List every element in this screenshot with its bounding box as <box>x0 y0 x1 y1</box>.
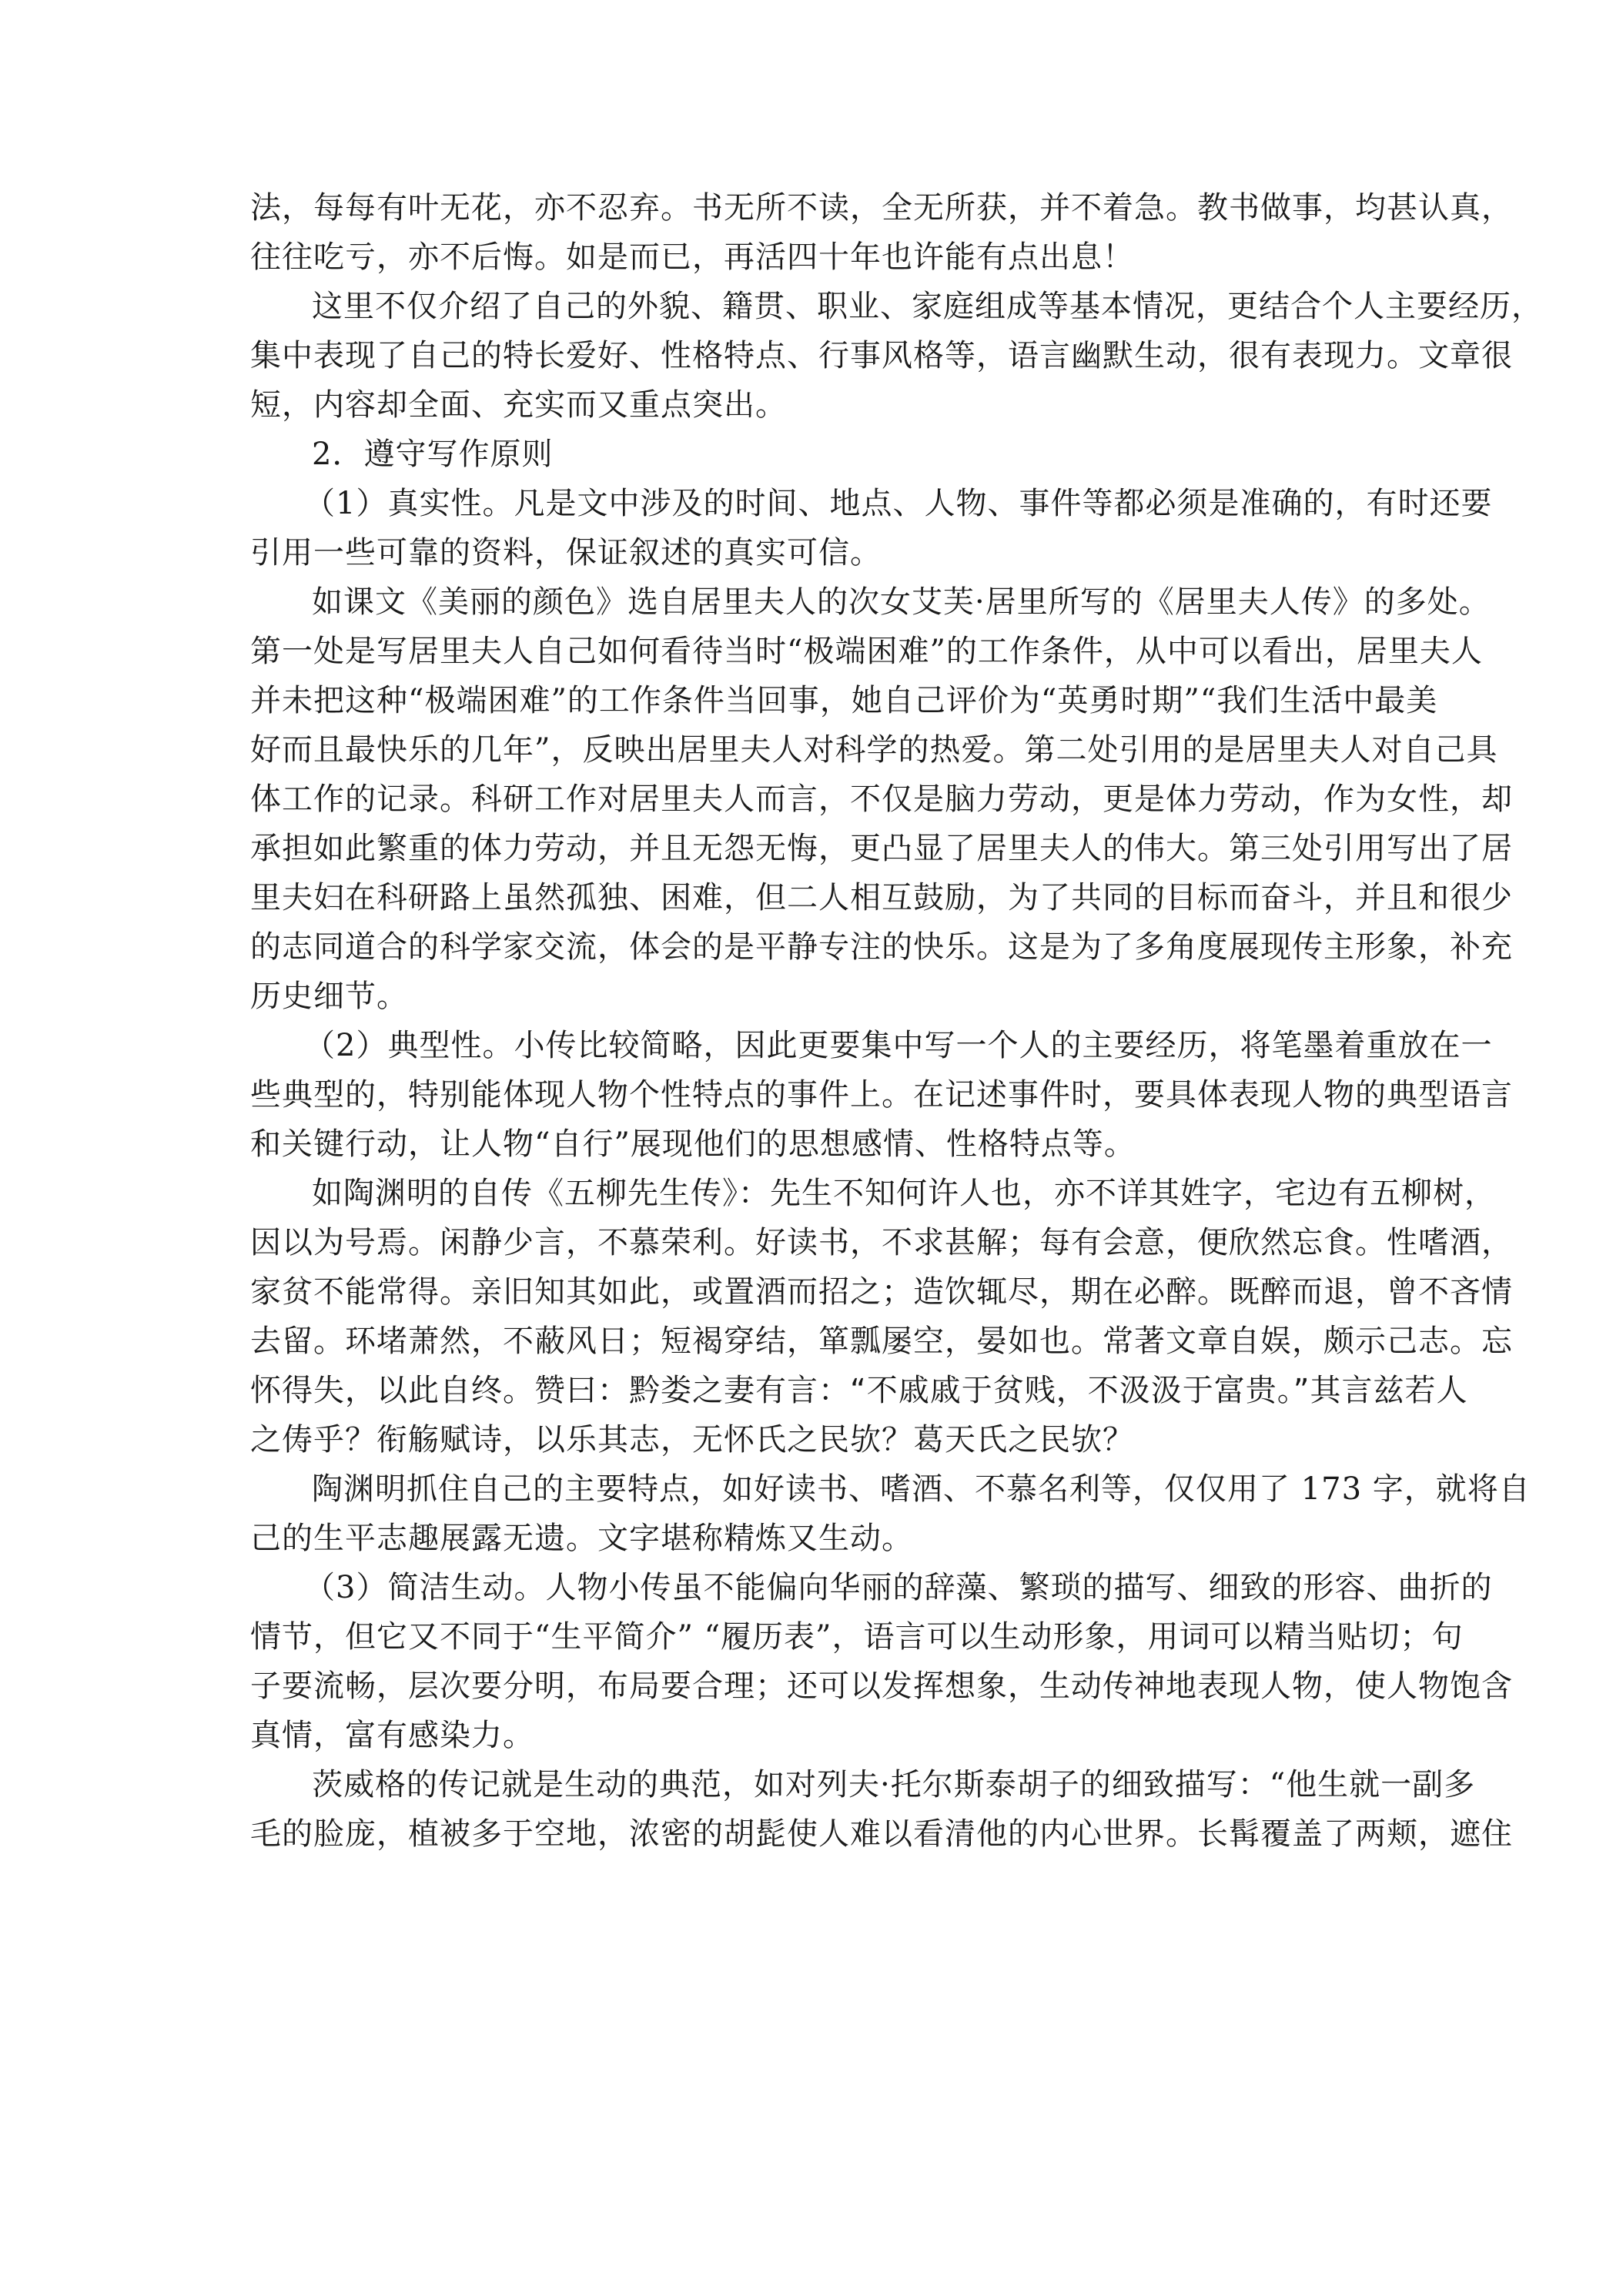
text-line: 引用一些可靠的资料，保证叙述的真实可信。 <box>250 535 882 571</box>
text-line: 体工作的记录。科研工作对居里夫人而言，不仅是脑力劳动，更是体力劳动，作为女性，却 <box>250 782 1513 817</box>
text-line: 集中表现了自己的特长爱好、性格特点、行事风格等，语言幽默生动，很有表现力。文章很 <box>250 338 1513 373</box>
text-line: 因以为号焉。闲静少言，不慕荣利。好读书，不求甚解；每有会意，便欣然忘食。性嗜酒， <box>250 1225 1513 1260</box>
text-line: 真情，富有感染力。 <box>250 1718 534 1753</box>
text-line: 往往吃亏，亦不后悔。如是而已，再活四十年也许能有点出息！ <box>250 239 1134 275</box>
text-line: 如课文《美丽的颜色》选自居里夫人的次女艾芙·居里所写的《居里夫人传》的多处。 <box>312 584 1491 620</box>
text-line: 这里不仅介绍了自己的外貌、籍贯、职业、家庭组成等基本情况，更结合个人主要经历， <box>312 289 1543 324</box>
text-line: 情节，但它又不同于“生平简介” “履历表”，语言可以生动形象，用词可以精当贴切；句 <box>250 1619 1464 1655</box>
text-line: 的志同道合的科学家交流，体会的是平静专注的快乐。这是为了多角度展现传主形象，补充 <box>250 929 1513 965</box>
text-line: 并未把这种“极端困难”的工作条件当回事，她自己评价为“英勇时期”“我们生活中最美 <box>250 683 1438 718</box>
text-line: 己的生平志趣展露无遗。文字堪称精炼又生动。 <box>250 1521 913 1556</box>
text-line: 之俦乎？衔觞赋诗，以乐其志，无怀氏之民欤？葛天氏之民欤？ <box>250 1422 1134 1458</box>
text-line: 茨威格的传记就是生动的典范，如对列夫·托尔斯泰胡子的细致描写：“他生就一副多 <box>312 1767 1476 1802</box>
text-line: （1）真实性。凡是文中涉及的时间、地点、人物、事件等都必须是准确的，有时还要 <box>304 486 1493 521</box>
text-line: 承担如此繁重的体力劳动，并且无怨无悔，更凸显了居里夫人的伟大。第三处引用写出了居 <box>250 831 1513 866</box>
text-line: 法，每每有叶无花，亦不忍弃。书无所不读，全无所获，并不着急。教书做事，均甚认真， <box>250 190 1513 226</box>
text-line: 怀得失，以此自终。赞曰：黔娄之妻有言：“不戚戚于贫贱，不汲汲于富贵。”其言兹若人 <box>250 1373 1468 1408</box>
text-line: 子要流畅，层次要分明，布局要合理；还可以发挥想象，生动传神地表现人物，使人物饱含 <box>250 1668 1513 1704</box>
text-line: （3）简洁生动。人物小传虽不能偏向华丽的辞藻、繁琐的描写、细致的形容、曲折的 <box>304 1570 1493 1605</box>
text-line: 2．遵守写作原则 <box>312 437 554 472</box>
text-line: 家贫不能常得。亲旧知其如此，或置酒而招之；造饮辄尽，期在必醉。既醉而退，曾不吝情 <box>250 1274 1513 1310</box>
text-line: 毛的脸庞，植被多于空地，浓密的胡髭使人难以看清他的内心世界。长髯覆盖了两颊，遮住 <box>250 1816 1513 1852</box>
text-line: 好而且最快乐的几年”，反映出居里夫人对科学的热爱。第二处引用的是居里夫人对自己具 <box>250 732 1498 768</box>
text-line: 如陶渊明的自传《五柳先生传》：先生不知何许人也，亦不详其姓字，宅边有五柳树， <box>312 1176 1496 1211</box>
text-line: 陶渊明抓住自己的主要特点，如好读书、嗜酒、不慕名利等，仅仅用了 173 字，就将自 <box>312 1471 1531 1507</box>
body-text <box>250 183 1543 1859</box>
text-line: 些典型的，特别能体现人物个性特点的事件上。在记述事件时，要具体表现人物的典型语言 <box>250 1077 1513 1113</box>
text-line: 里夫妇在科研路上虽然孤独、困难，但二人相互鼓励，为了共同的目标而奋斗，并且和很少 <box>250 880 1513 915</box>
text-line: 历史细节。 <box>250 979 408 1014</box>
text-line: 第一处是写居里夫人自己如何看待当时“极端困难”的工作条件，从中可以看出，居里夫人 <box>250 634 1483 669</box>
text-line: 去留。环堵萧然，不蔽风日；短褐穿结，箪瓢屡空，晏如也。常著文章自娱，颇示己志。忘 <box>250 1324 1513 1359</box>
text-line: 和关键行动，让人物“自行”展现他们的思想感情、性格特点等。 <box>250 1126 1136 1162</box>
text-line: 短，内容却全面、充实而又重点突出。 <box>250 387 787 423</box>
text-line: （2）典型性。小传比较简略，因此更要集中写一个人的主要经历，将笔墨着重放在一 <box>304 1028 1493 1063</box>
